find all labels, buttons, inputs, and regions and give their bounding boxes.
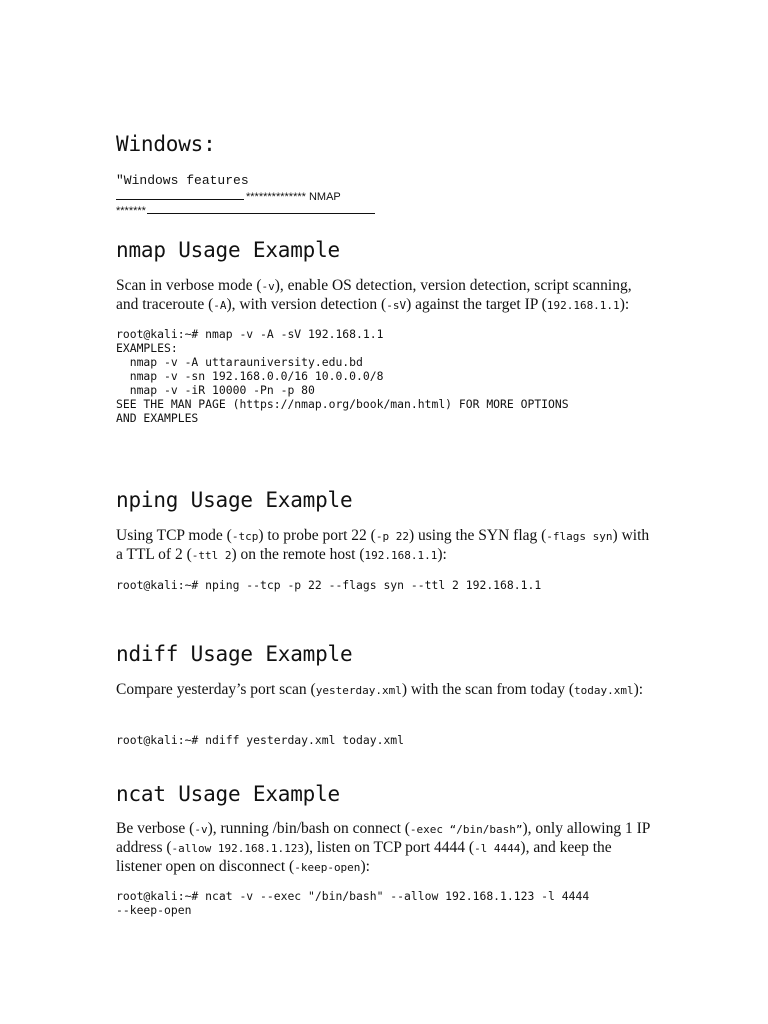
windows-features-line: "Windows features	[116, 173, 249, 188]
nping-description: Using TCP mode (-tcp) to probe port 22 (-p 22) using the SYN flag (-flags syn) with a TTL of 2 (-ttl 2) on the remote host (192.168.1.1):	[116, 527, 650, 563]
stars-divider-line: *******	[116, 203, 375, 217]
ncat-description: Be verbose (-v), running /bin/bash on connect (-exec “/bin/bash”), only allowing 1 IP address (-allow 192.168.1.123), listen on TCP port 4444 (-l 4444), and keep the listener open on disconnect (-keep-open):	[116, 820, 650, 875]
ndiff-description: Compare yesterday’s port scan (yesterday.xml) with the scan from today (today.xml):	[116, 681, 644, 698]
ncat-heading: ncat Usage Example	[116, 782, 340, 806]
nmap-description: Scan in verbose mode (-v), enable OS detection, version detection, script scanning, and traceroute (-A), with version detection (-sV) against the target IP (192.168.1.1):	[116, 277, 632, 313]
nping-heading: nping Usage Example	[116, 488, 353, 512]
nmap-heading: nmap Usage Example	[116, 238, 340, 262]
nping-code-block: root@kali:~# nping --tcp -p 22 --flags syn --ttl 2 192.168.1.1	[116, 578, 542, 592]
underline-rule	[116, 189, 244, 200]
nmap-divider-line: ************** NMAP	[116, 189, 341, 203]
ndiff-code-block: root@kali:~# ndiff yesterday.xml today.xml	[116, 733, 405, 747]
ndiff-heading: ndiff Usage Example	[116, 642, 353, 666]
windows-heading: Windows:	[116, 132, 216, 156]
nmap-code-block: root@kali:~# nmap -v -A -sV 192.168.1.1 EXAMPLES: nmap -v -A uttarauniversity.edu.bd nmap -v -sn 192.168.0.0/16 10.0.0.0/8 nmap -v -iR 10000 -Pn -p 80 SEE THE MAN PAGE (https://nmap.org/book/man.html) FOR MORE OPTIONS AND EXAMPLES	[116, 327, 569, 425]
ncat-code-block: root@kali:~# ncat -v --exec "/bin/bash" --allow 192.168.1.123 -l 4444 --keep-open	[116, 889, 590, 917]
underline-rule	[147, 203, 375, 214]
